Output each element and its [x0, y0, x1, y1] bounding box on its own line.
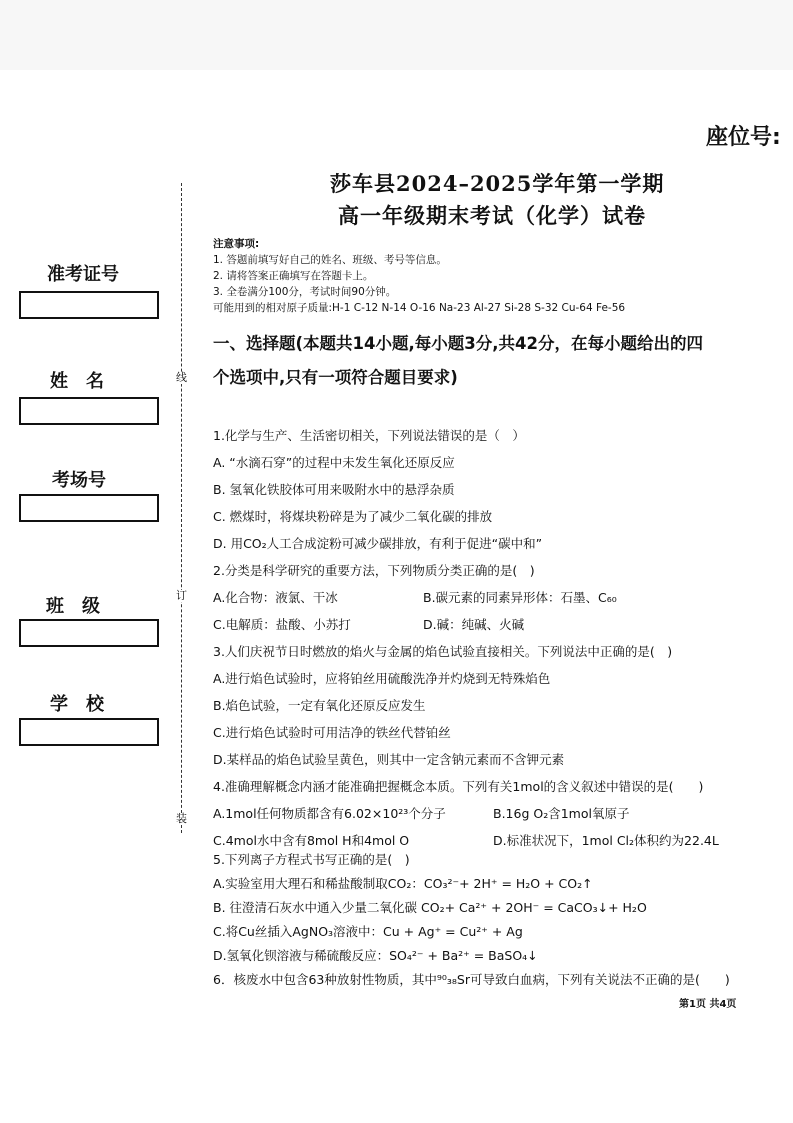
class-label: 班 级 — [46, 596, 100, 617]
question-1-option-d: D. 用CO₂人工合成淀粉可减少碳排放，有利于促进“碳中和” — [213, 536, 543, 551]
question-5-option-a: A.实验室用大理石和稀盐酸制取CO₂：CO₃²⁻+ 2H⁺ = H₂O + CO₂↑ — [213, 876, 593, 891]
school-label: 学 校 — [50, 694, 104, 715]
question-4-option-c: C.4mol水中含有8mol H和4mol O — [213, 833, 410, 848]
question-5-option-c: C.将Cu丝插入AgNO₃溶液中：Cu + Ag⁺ = Cu²⁺ + Ag — [213, 924, 523, 939]
exam-room-box[interactable] — [19, 494, 159, 522]
question-6: 6．核废水中包含63种放射性物质，其中⁹⁰₃₈Sr可导致白血病，下列有关说法不正确的是( ) — [213, 972, 730, 987]
binding-mark-xian: 线 — [176, 371, 187, 384]
question-1-option-b: B. 氢氧化铁胶体可用来吸附水中的悬浮杂质 — [213, 482, 455, 497]
question-2-option-c: C.电解质：盐酸、小苏打 — [213, 617, 351, 632]
notes-heading: 注意事项: — [213, 238, 260, 250]
question-2: 2.分类是科学研究的重要方法，下列物质分类正确的是( ) — [213, 563, 535, 578]
question-3-option-c: C.进行焰色试验时可用洁净的铁丝代替铂丝 — [213, 725, 451, 740]
exam-id-box[interactable] — [19, 291, 159, 319]
binding-mark-zhuang: 装 — [176, 812, 187, 825]
question-5-option-d: D.氢氧化钡溶液与稀硫酸反应：SO₄²⁻ + Ba²⁺ = BaSO₄↓ — [213, 948, 538, 963]
atomic-mass-line: 可能用到的相对原子质量:H-1 C-12 N-14 O-16 Na-23 Al-27 Si-28 S-32 Cu-64 Fe-56 — [213, 302, 626, 314]
exam-room-label: 考场号 — [52, 470, 106, 491]
question-1: 1.化学与生产、生活密切相关，下列说法错误的是（ ） — [213, 428, 525, 443]
school-box[interactable] — [19, 718, 159, 746]
notes-item: 2. 请将答案正确填写在答题卡上。 — [213, 270, 374, 282]
question-2-option-a: A.化合物：液氯、干冰 — [213, 590, 338, 605]
exam-id-label: 准考证号 — [47, 264, 119, 285]
question-1-option-c: C. 燃煤时，将煤块粉碎是为了减少二氧化碳的排放 — [213, 509, 493, 524]
seat-number-label: 座位号: — [706, 125, 781, 150]
question-4-row-ab — [213, 804, 778, 822]
scan-shadow — [0, 0, 793, 70]
notes-item: 1. 答题前填写好自己的姓名、班级、考号等信息。 — [213, 254, 447, 266]
section-heading-line1: 一、选择题(本题共14小题,每小题3分,共42分，在每小题给出的四 — [213, 334, 703, 353]
question-3-option-a: A.进行焰色试验时，应将铂丝用硫酸洗净并灼烧到无特殊焰色 — [213, 671, 551, 686]
name-box[interactable] — [19, 397, 159, 425]
question-3: 3.人们庆祝节日时燃放的焰火与金属的焰色试验直接相关。下列说法中正确的是( ) — [213, 644, 673, 659]
question-3-option-b: B.焰色试验，一定有氧化还原反应发生 — [213, 698, 426, 713]
binding-dashed-line — [181, 183, 182, 833]
question-1-option-a: A. “水滴石穿”的过程中未发生氧化还原反应 — [213, 455, 455, 470]
question-4: 4.准确理解概念内涵才能准确把握概念本质。下列有关1mol的含义叙述中错误的是( ) — [213, 779, 704, 794]
question-5: 5.下列离子方程式书写正确的是( ) — [213, 852, 410, 867]
question-3-option-d: D.某样品的焰色试验呈黄色，则其中一定含钠元素而不含钾元素 — [213, 752, 565, 767]
question-4-option-a: A.1mol任何物质都含有6.02×10²³个分子 — [213, 806, 446, 821]
binding-mark-ding: 订 — [176, 589, 187, 602]
section-heading-line2: 个选项中,只有一项符合题目要求) — [213, 368, 458, 387]
question-2-row-ab — [213, 588, 778, 606]
question-5-option-b: B. 往澄清石灰水中通入少量二氧化碳 CO₂+ Ca²⁺ + 2OH⁻ = CaCO₃↓+ H₂O — [213, 900, 647, 915]
section-heading — [213, 327, 778, 395]
question-4-option-b: B.16g O₂含1mol氧原子 — [493, 806, 630, 821]
exam-title-line2: 高一年级期末考试（化学）试卷 — [338, 203, 646, 228]
exam-notes — [213, 236, 773, 316]
question-4-row-cd — [213, 831, 778, 849]
question-2-option-b: B.碳元素的同素异形体：石墨、C₆₀ — [423, 590, 617, 605]
page-number: 第1页 共4页 — [679, 999, 737, 1010]
exam-title-line1: 莎车县2024–2025学年第一学期 — [330, 171, 665, 196]
class-box[interactable] — [19, 619, 159, 647]
question-2-row-cd — [213, 615, 778, 633]
notes-item: 3. 全卷满分100分，考试时间90分钟。 — [213, 286, 397, 298]
name-label: 姓 名 — [50, 371, 104, 392]
question-2-option-d: D.碱：纯碱、火碱 — [423, 617, 525, 632]
question-4-option-d: D.标准状况下，1mol Cl₂体积约为22.4L — [493, 833, 719, 848]
